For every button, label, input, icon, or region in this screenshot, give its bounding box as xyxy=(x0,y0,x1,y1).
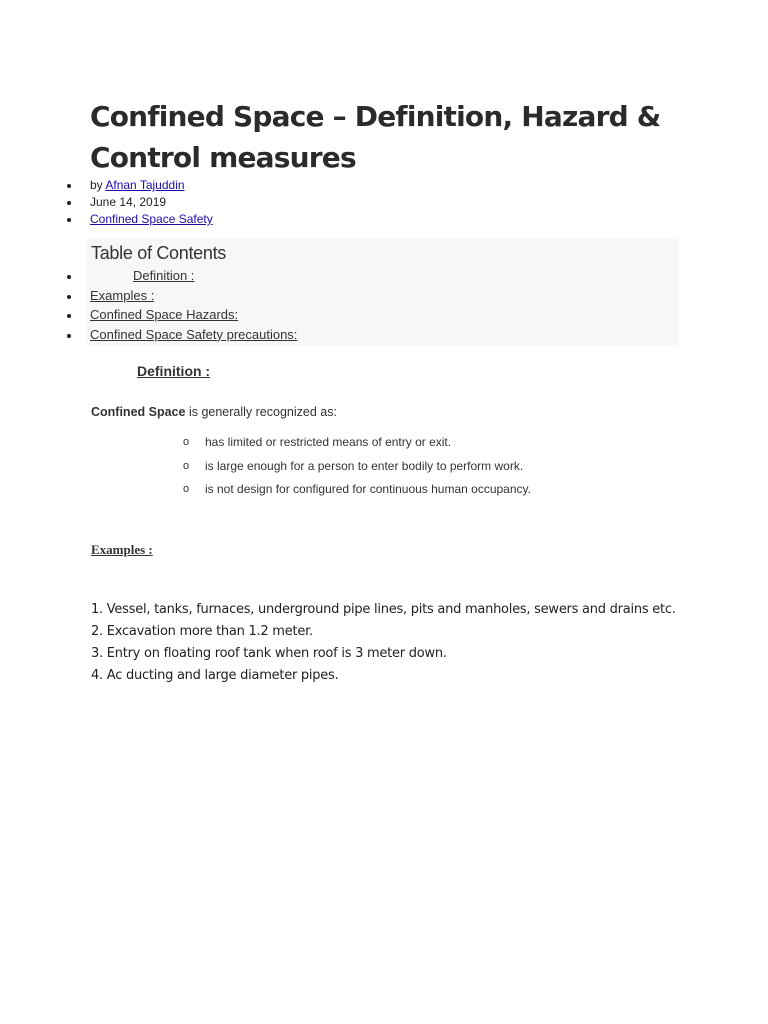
example-item: 1. Vessel, tanks, furnaces, underground pipe lines, pits and manholes, sewers and drains etc. xyxy=(91,602,676,617)
definition-point-text: has limited or restricted means of entry or exit. xyxy=(205,435,452,449)
bullet-icon xyxy=(67,314,71,318)
toc-item-precautions xyxy=(90,325,297,345)
bullet-icon xyxy=(67,334,71,338)
bullet-icon xyxy=(67,275,71,279)
toc-item-definition xyxy=(90,266,297,286)
article-meta xyxy=(90,177,213,228)
toc-link-definition[interactable]: Definition : xyxy=(133,268,195,283)
circle-bullet-icon: o xyxy=(183,483,190,495)
bullet-icon xyxy=(67,218,71,222)
toc-item-hazards xyxy=(90,305,297,325)
toc-item-examples xyxy=(90,286,297,306)
author-link[interactable]: Afnan Tajuddin xyxy=(105,178,185,192)
article-title: Confined Space – Definition, Hazard & Control measures xyxy=(90,100,661,174)
definition-intro-text: is generally recognized as: xyxy=(185,405,337,419)
examples-heading: Examples : xyxy=(91,542,153,557)
circle-bullet-icon: o xyxy=(183,436,190,448)
circle-bullet-icon: o xyxy=(183,459,190,472)
definition-list xyxy=(183,431,531,502)
definition-point xyxy=(183,455,531,479)
definition-point xyxy=(183,478,531,502)
bullet-icon xyxy=(67,295,71,299)
examples-list xyxy=(91,599,691,687)
bullet-icon xyxy=(67,201,71,205)
definition-term: Confined Space xyxy=(91,405,186,419)
toc-link-precautions[interactable]: Confined Space Safety precautions: xyxy=(90,326,298,342)
example-item: 4. Ac ducting and large diameter pipes. xyxy=(91,668,339,683)
definition-intro xyxy=(91,403,337,421)
definition-point xyxy=(183,431,531,455)
meta-date xyxy=(90,194,213,211)
toc-link-examples[interactable]: Examples : xyxy=(90,287,155,303)
toc-list xyxy=(90,266,297,344)
category-link[interactable]: Confined Space Safety xyxy=(90,212,213,226)
meta-category xyxy=(90,211,213,228)
bullet-icon xyxy=(67,184,71,188)
toc-link-hazards[interactable]: Confined Space Hazards: xyxy=(90,307,239,322)
meta-author xyxy=(90,177,213,194)
meta-by-label: by xyxy=(90,178,106,192)
toc-title: Table of Contents xyxy=(91,243,226,263)
definition-point-text: is not design for configured for continuous human occupancy. xyxy=(205,482,531,496)
example-item: 2. Excavation more than 1.2 meter. xyxy=(91,624,313,639)
publish-date: June 14, 2019 xyxy=(90,195,167,209)
definition-heading: Definition : xyxy=(137,363,211,379)
example-item: 3. Entry on floating roof tank when roof is 3 meter down. xyxy=(91,646,447,661)
definition-point-text: is large enough for a person to enter bodily to perform work. xyxy=(205,458,524,473)
